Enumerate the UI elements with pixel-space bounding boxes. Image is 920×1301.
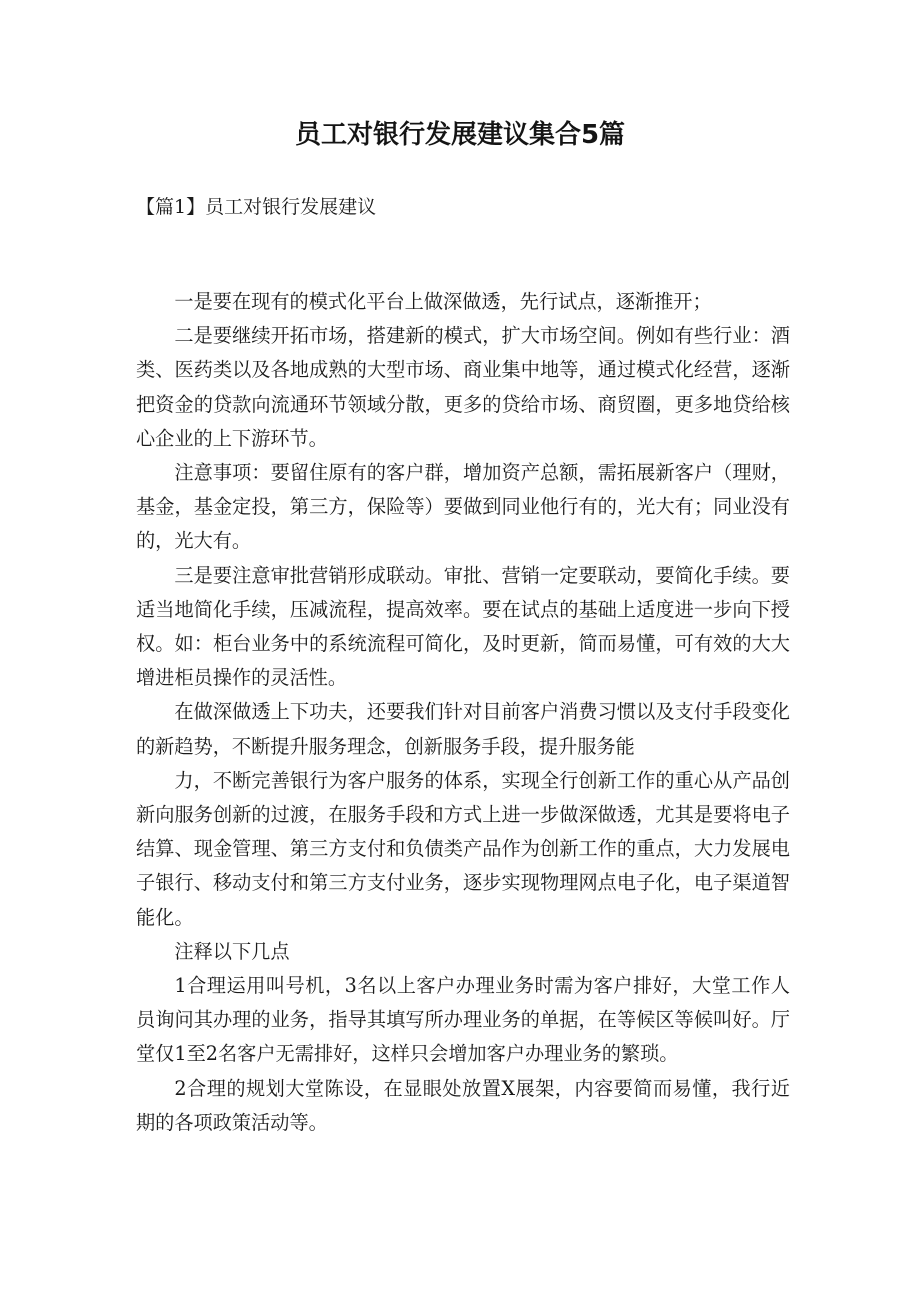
document-title: 员工对银行发展建议集合5篇 — [294, 120, 626, 150]
paragraph: 注释以下几点 — [174, 939, 290, 963]
paragraph: 1合理运用叫号机，3名以上客户办理业务时需为客户排好，大堂工作人员询问其办理的业务，指导其填写所办理业务的单据，在等候区等候叫好。厅堂仅1至2名客户无需排好，这样只会增加客户办理业务的繁琐。 — [136, 974, 790, 1066]
paragraph: 一是要在现有的模式化平台上做深做透，先行试点，逐渐推开； — [174, 290, 712, 313]
section-heading: 【篇1】员工对银行发展建议 — [136, 196, 377, 218]
paragraph: 三是要注意审批营销形成联动。审批、营销一定要联动，要简化手续。要适当地简化手续，压减流程，提高效率。要在试点的基础上适度进一步向下授权。如：柜台业务中的系统流程可简化，及时更新，简而易懂，可有效的大大增进柜员操作的灵活性。 — [136, 563, 790, 690]
paragraph: 在做深做透上下功夫，还要我们针对目前客户消费习惯以及支付手段变化的新趋势，不断提升服务理念，创新服务手段，提升服务能 — [136, 700, 790, 758]
paragraph: 注意事项：要留住原有的客户群，增加资产总额，需拓展新客户（理财，基金，基金定投，第三方，保险等）要做到同业他行有的，光大有；同业没有的，光大有。 — [136, 461, 790, 553]
paragraph: 2合理的规划大堂陈设，在显眼处放置X展架，内容要简而易懂，我行近期的各项政策活动等。 — [136, 1076, 790, 1134]
paragraph: 二是要继续开拓市场，搭建新的模式，扩大市场空间。例如有些行业：酒类、医药类以及各地成熟的大型市场、商业集中地等，通过模式化经营，逐渐把资金的贷款向流通环节领域分散，更多的贷给市场、商贸圈，更多地贷给核心企业的上下游环节。 — [136, 324, 790, 450]
paragraph: 力，不断完善银行为客户服务的体系，实现全行创新工作的重心从产品创新向服务创新的过渡，在服务手段和方式上进一步做深做透，尤其是要将电子结算、现金管理、第三方支付和负债类产品作为创新工作的重点，大力发展电子银行、移动支付和第三方支付业务，逐步实现物理网点电子化，电子渠道智能化。 — [136, 768, 790, 929]
document-body — [136, 285, 790, 1140]
